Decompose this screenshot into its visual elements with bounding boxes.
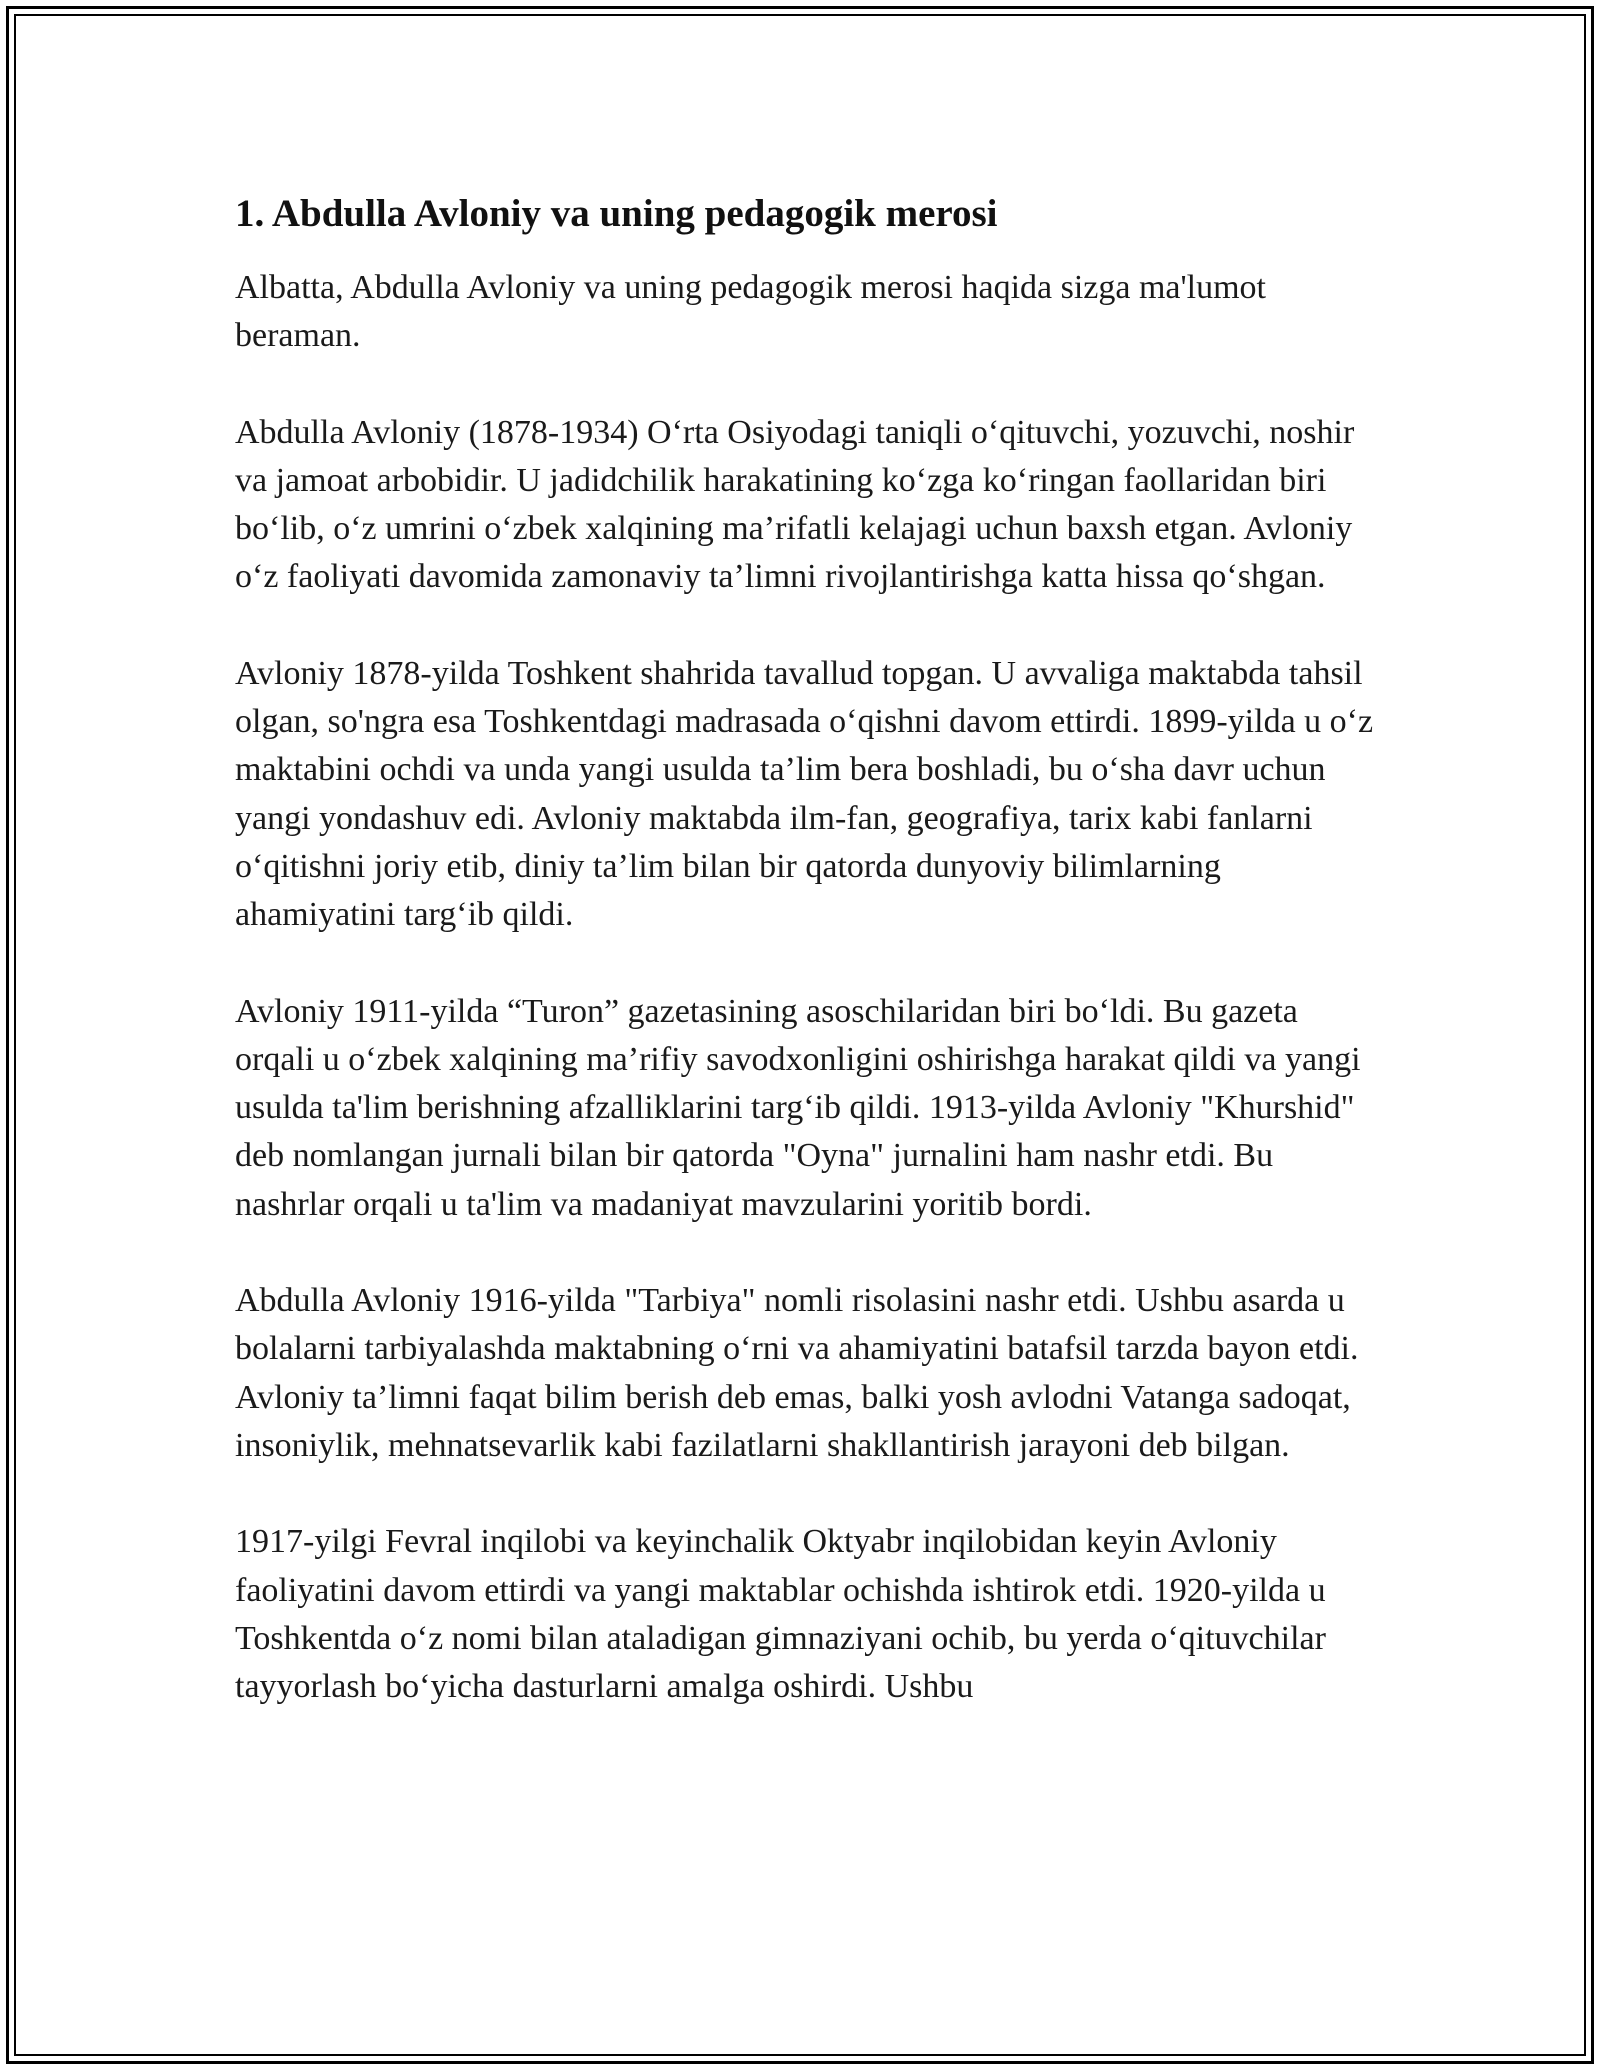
document-body <box>235 186 1375 1759</box>
section-heading: 1. Abdulla Avloniy va uning pedagogik merosi <box>235 192 998 235</box>
paragraph-publications: Avloniy 1911-yilda “Turon” gazetasining asoschilaridan biri bo‘ldi. Bu gazeta orqali u o‘zbek xalqining ma’rifiy savodxonligini oshirishga harakat qildi va yangi usulda ta'lim berishning afzalliklarini targ‘ib qildi. 1913-yilda Avloniy "Khurshid" deb nomlangan jurnali bilan bir qatorda "Oyna" jurnalini ham nashr etdi. Bu nashrlar orqali u ta'lim va madaniyat mavzularini yoritib bordi. <box>235 992 1361 1223</box>
paragraph-tarbiya: Abdulla Avloniy 1916-yilda "Tarbiya" nomli risolasini nashr etdi. Ushbu asarda u bolalarni tarbiyalashda maktabning o‘rni va ahamiyatini batafsil tarzda bayon etdi. Avloniy ta’limni faqat bilim berish deb emas, balki yosh avlodni Vatanga sadoqat, insoniylik, mehnatsevarlik kabi fazilatlarni shakllantirish jarayoni deb bilgan. <box>235 1282 1359 1464</box>
paragraph-intro: Albatta, Abdulla Avloniy va uning pedagogik merosi haqida sizga ma'lumot beraman. <box>235 269 1266 355</box>
paragraph-biography: Abdulla Avloniy (1878-1934) O‘rta Osiyodagi taniqli o‘qituvchi, yozuvchi, noshir va jamoat arbobidir. U jadidchilik harakatining ko‘zga ko‘ringan faollaridan biri bo‘lib, o‘z umrini o‘zbek xalqining ma’rifatli kelajagi uchun baxsh etgan. Avloniy o‘z faoliyati davomida zamonaviy ta’limni rivojlantirishga katta hissa qo‘shgan. <box>235 413 1355 596</box>
paragraph-revolution: 1917-yilgi Fevral inqilobi va keyinchalik Oktyabr inqilobidan keyin Avloniy faoliyatini davom ettirdi va yangi maktablar ochishda ishtirok etdi. 1920-yilda u Toshkentda o‘z nomi bilan ataladigan gimnaziyani ochib, bu yerda o‘qituvchilar tayyorlash bo‘yicha dasturlarni amalga oshirdi. Ushbu <box>235 1523 1326 1706</box>
paragraph-early-life: Avloniy 1878-yilda Toshkent shahrida tavallud topgan. U avvaliga maktabda tahsil olgan, so'ngra esa Toshkentdagi madrasada o‘qishni davom ettirdi. 1899-yilda u o‘z maktabini ochdi va unda yangi usulda ta’lim bera boshladi, bu o‘sha davr uchun yangi yondashuv edi. Avloniy maktabda ilm-fan, geografiya, tarix kabi fanlarni o‘qitishni joriy etib, diniy ta’lim bilan bir qatorda dunyoviy bilimlarning ahamiyatini targ‘ib qildi. <box>235 654 1374 934</box>
